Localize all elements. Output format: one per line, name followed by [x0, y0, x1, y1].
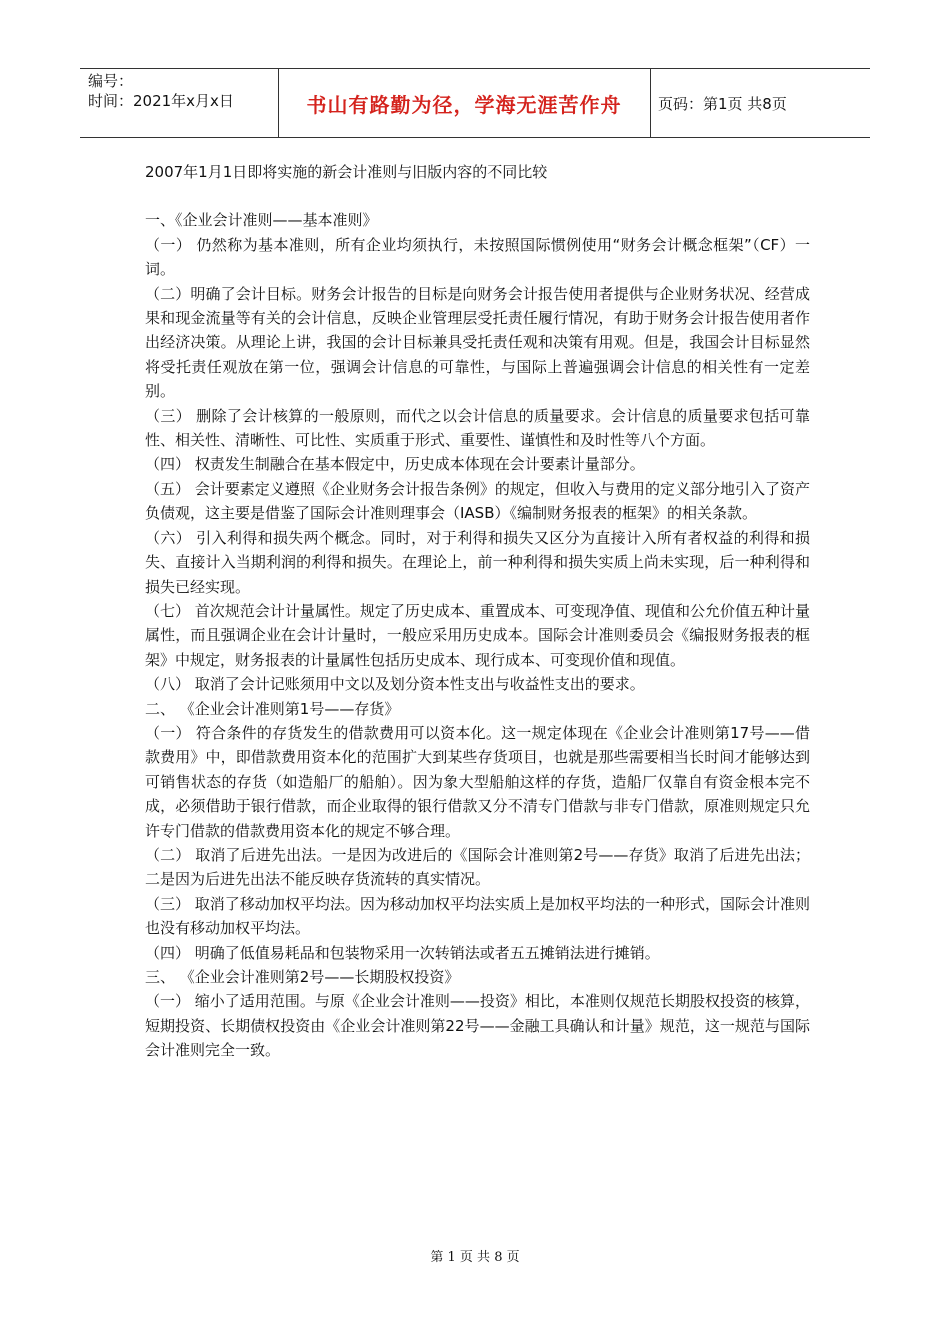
document-title: 2007年1月1日即将实施的新会计准则与旧版内容的不同比较	[145, 163, 548, 181]
paragraph: （四） 权责发生制融合在基本假定中，历史成本体现在会计要素计量部分。	[145, 455, 645, 474]
header-meta	[88, 71, 234, 111]
header-motto: 书山有路勤为径，学海无涯苦作舟	[306, 92, 622, 117]
paragraph: （二） 取消了后进先出法。一是因为改进后的《国际会计准则第2号——存货》取消了后进先出法；二是因为后进先出法不能反映存货流转的真实情况。	[145, 845, 810, 889]
paragraph: （一） 符合条件的存货发生的借款费用可以资本化。这一规定体现在《企业会计准则第17号——借款费用》中，即借款费用资本化的范围扩大到某些存货项目，也就是那些需要相当长时间才能够达到可销售状态的存货（如造船厂的船舶）。因为象大型船舶这样的存货，造船厂仅靠自有资金根本完不成，必须借助于银行借款，而企业取得的银行借款又分不清专门借款与非专门借款，原准则规定只允许专门借款的借款费用资本化的规定不够合理。	[145, 723, 810, 840]
paragraph: （一） 仍然称为基本准则，所有企业均须执行，未按照国际惯例使用“财务会计概念框架”（CF）一词。	[145, 235, 810, 279]
paragraph: 三、 《企业会计准则第2号——长期股权投资》	[145, 968, 460, 986]
paragraph: （八） 取消了会计记账须用中文以及划分资本性支出与收益性支出的要求。	[145, 675, 645, 694]
paragraph: （三） 删除了会计核算的一般原则，而代之以会计信息的质量要求。会计信息的质量要求包括可靠性、相关性、清晰性、可比性、实质重于形式、重要性、谨慎性和及时性等八个方面。	[145, 406, 810, 450]
document-number-label: 编号：	[88, 72, 134, 90]
document-body	[145, 160, 810, 1063]
header-divider	[650, 69, 651, 137]
document-date-label: 时间：2021年x月x日	[88, 92, 234, 110]
paragraph: 二、 《企业会计准则第1号——存货》	[145, 699, 400, 718]
paragraph: （二）明确了会计目标。财务会计报告的目标是向财务会计报告使用者提供与企业财务状况、经营成果和现金流量等有关的会计信息，反映企业管理层受托责任履行情况，有助于财务会计报告使用者作出经济决策。从理论上讲，我国的会计目标兼具受托责任观和决策有用观。但是，我国会计目标显然将受托责任观放在第一位，强调会计信息的可靠性，与国际上普遍强调会计信息的相关性有一定差别。	[145, 284, 810, 401]
page-header	[80, 68, 870, 138]
page-footer: 第 1 页 共 8 页	[430, 1250, 520, 1265]
paragraph: （五） 会计要素定义遵照《企业财务会计报告条例》的规定，但收入与费用的定义部分地引入了资产负债观，这主要是借鉴了国际会计准则理事会（IASB）《编制财务报表的框架》的相关条款。	[145, 479, 810, 523]
paragraph: 一、《企业会计准则——基本准则》	[145, 211, 378, 230]
paragraph: （六） 引入利得和损失两个概念。同时，对于利得和损失又区分为直接计入所有者权益的利得和损失、直接计入当期利润的利得和损失。在理论上，前一种利得和损失实质上尚未实现，后一种利得和损失已经实现。	[145, 528, 810, 596]
paragraph: （一） 缩小了适用范围。与原《企业会计准则——投资》相比，本准则仅规范长期股权投资的核算，短期投资、长期债权投资由《企业会计准则第22号——金融工具确认和计量》规范，这一规范与国际会计准则完全一致。	[145, 992, 810, 1060]
header-page-number: 页码：第1页 共8页	[658, 94, 787, 113]
paragraph: （四） 明确了低值易耗品和包装物采用一次转销法或者五五摊销法进行摊销。	[145, 943, 660, 962]
paragraph: （七） 首次规范会计计量属性。规定了历史成本、重置成本、可变现净值、现值和公允价值五种计量属性，而且强调企业在会计计量时，一般应采用历史成本。国际会计准则委员会《编报财务报表的框架》中规定，财务报表的计量属性包括历史成本、现行成本、可变现价值和现值。	[145, 601, 810, 669]
paragraph: （三） 取消了移动加权平均法。因为移动加权平均法实质上是加权平均法的一种形式，国际会计准则也没有移动加权平均法。	[145, 894, 810, 938]
